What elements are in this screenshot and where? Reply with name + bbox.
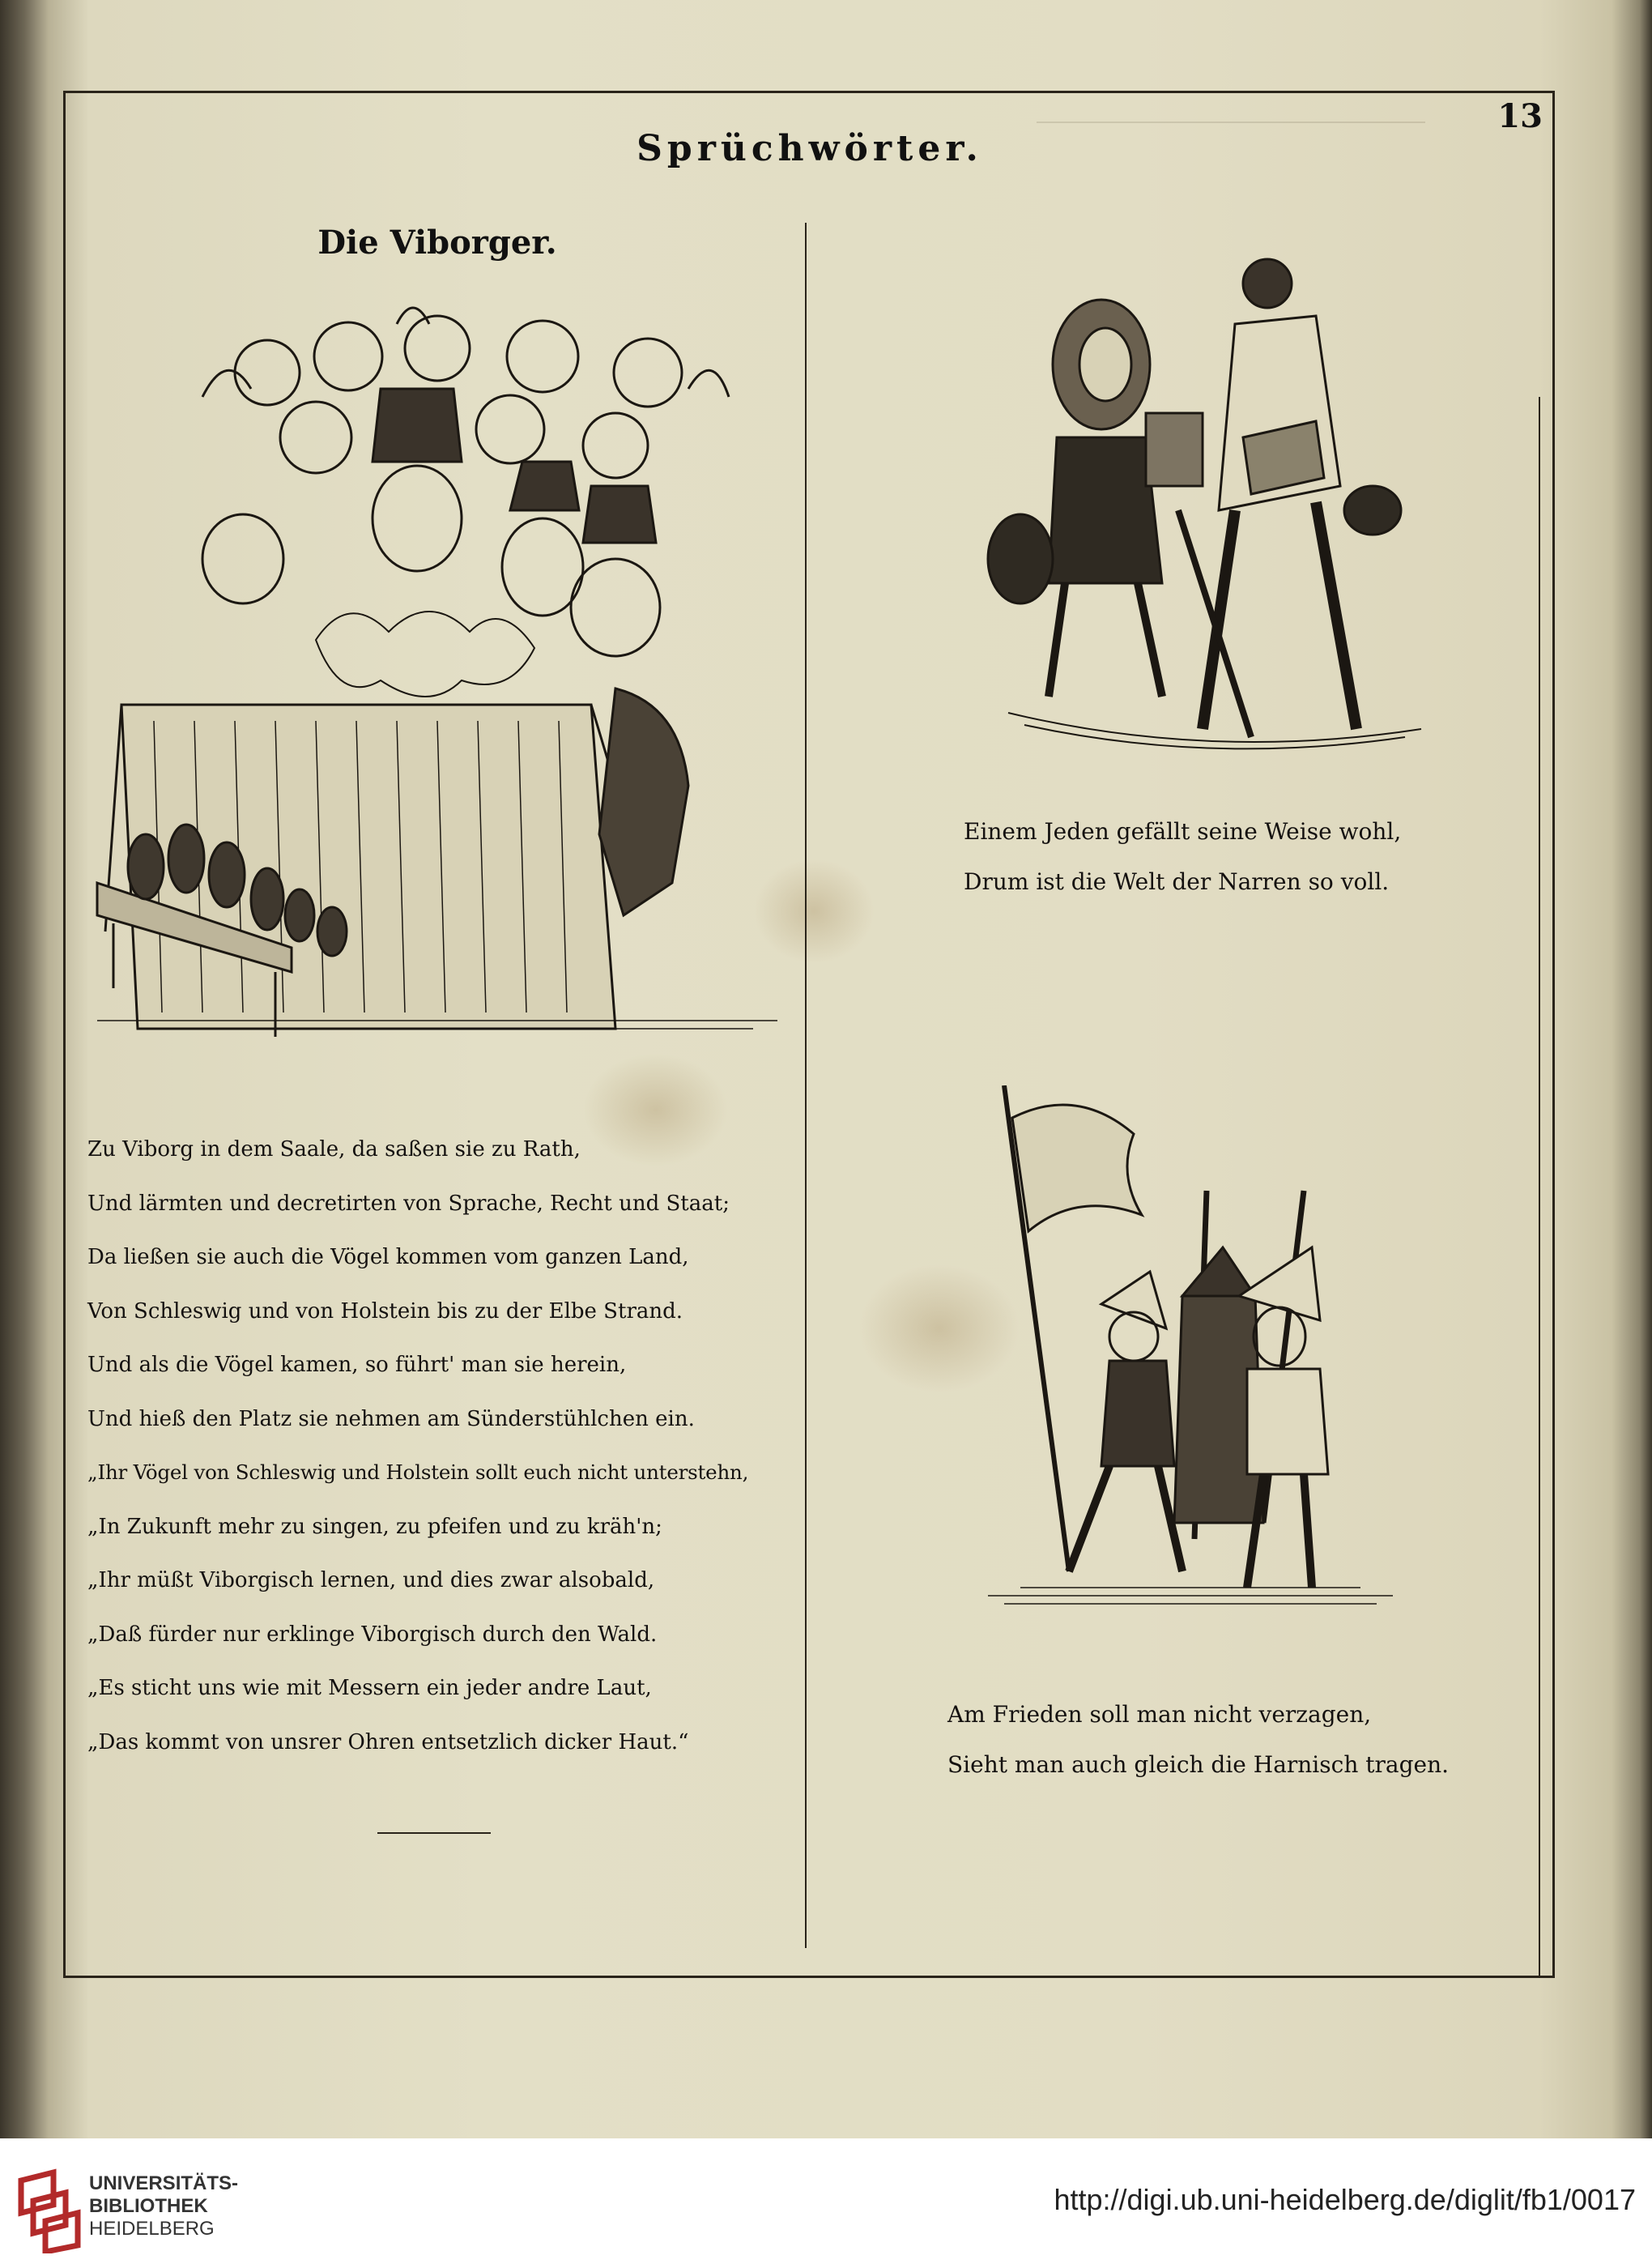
poem-line: Und lärmten und decretirten von Sprache, Recht und Staat;	[87, 1191, 730, 1216]
page-number: 13	[1497, 97, 1543, 135]
poem-line: Zu Viborg in dem Saale, da saßen sie zu Rath,	[87, 1137, 581, 1162]
caption-bottom-line1: Am Frieden soll man nicht verzagen,	[947, 1701, 1372, 1728]
poem-line: „In Zukunft mehr zu singen, zu pfeifen und zu kräh'n;	[87, 1514, 662, 1539]
library-name-line1: UNIVERSITÄTS-	[89, 2172, 239, 2194]
library-logo-icon	[13, 2164, 86, 2253]
poem-line: Von Schleswig und von Holstein bis zu der Elbe Strand.	[87, 1298, 683, 1324]
poem-line: „Daß fürder nur erklinge Viborgisch durch den Wald.	[87, 1622, 658, 1647]
closing-rule	[377, 1832, 491, 1834]
children-flag-illustration	[988, 1085, 1393, 1620]
library-name-line2: BIBLIOTHEK	[89, 2195, 208, 2217]
poem-line: „Ihr Vögel von Schleswig und Holstein sollt euch nicht unterstehn,	[87, 1460, 749, 1484]
poem-line: „Es sticht uns wie mit Messern ein jeder andre Laut,	[87, 1676, 652, 1700]
column-divider	[805, 223, 807, 1948]
caption-bottom-line2: Sieht man auch gleich die Harnisch tragen.	[947, 1751, 1450, 1778]
poem-title: Die Viborger.	[317, 224, 557, 262]
library-name-line3: HEIDELBERG	[89, 2218, 215, 2240]
right-margin-rule	[1539, 397, 1540, 1976]
poem-line: Da ließen sie auch die Vögel kommen vom ganzen Land,	[87, 1245, 689, 1269]
poem-line: Und als die Vögel kamen, so führt' man sie herein,	[87, 1353, 627, 1377]
library-name	[89, 2172, 238, 2240]
poem-line: „Das kommt von unsrer Ohren entsetzlich dicker Haut.“	[87, 1729, 689, 1754]
permalink-url[interactable]: http://digi.ub.uni-heidelberg.de/diglit/fb1/0017	[1054, 2183, 1636, 2216]
council-illustration	[89, 300, 786, 1037]
caption-top-line2: Drum ist die Welt der Narren so voll.	[964, 868, 1390, 895]
poem-line: „Ihr müßt Viborgisch lernen, und dies zwar alsobald,	[87, 1568, 655, 1592]
caption-top-line1: Einem Jeden gefällt seine Weise wohl,	[964, 818, 1402, 845]
poem-line: Und hieß den Platz sie nehmen am Sünderstühlchen ein.	[87, 1406, 695, 1431]
two-men-illustration	[976, 243, 1429, 761]
page-heading: Sprüchwörter.	[637, 128, 983, 169]
poem-text	[87, 1123, 800, 1769]
digitization-footer	[0, 2138, 1652, 2268]
